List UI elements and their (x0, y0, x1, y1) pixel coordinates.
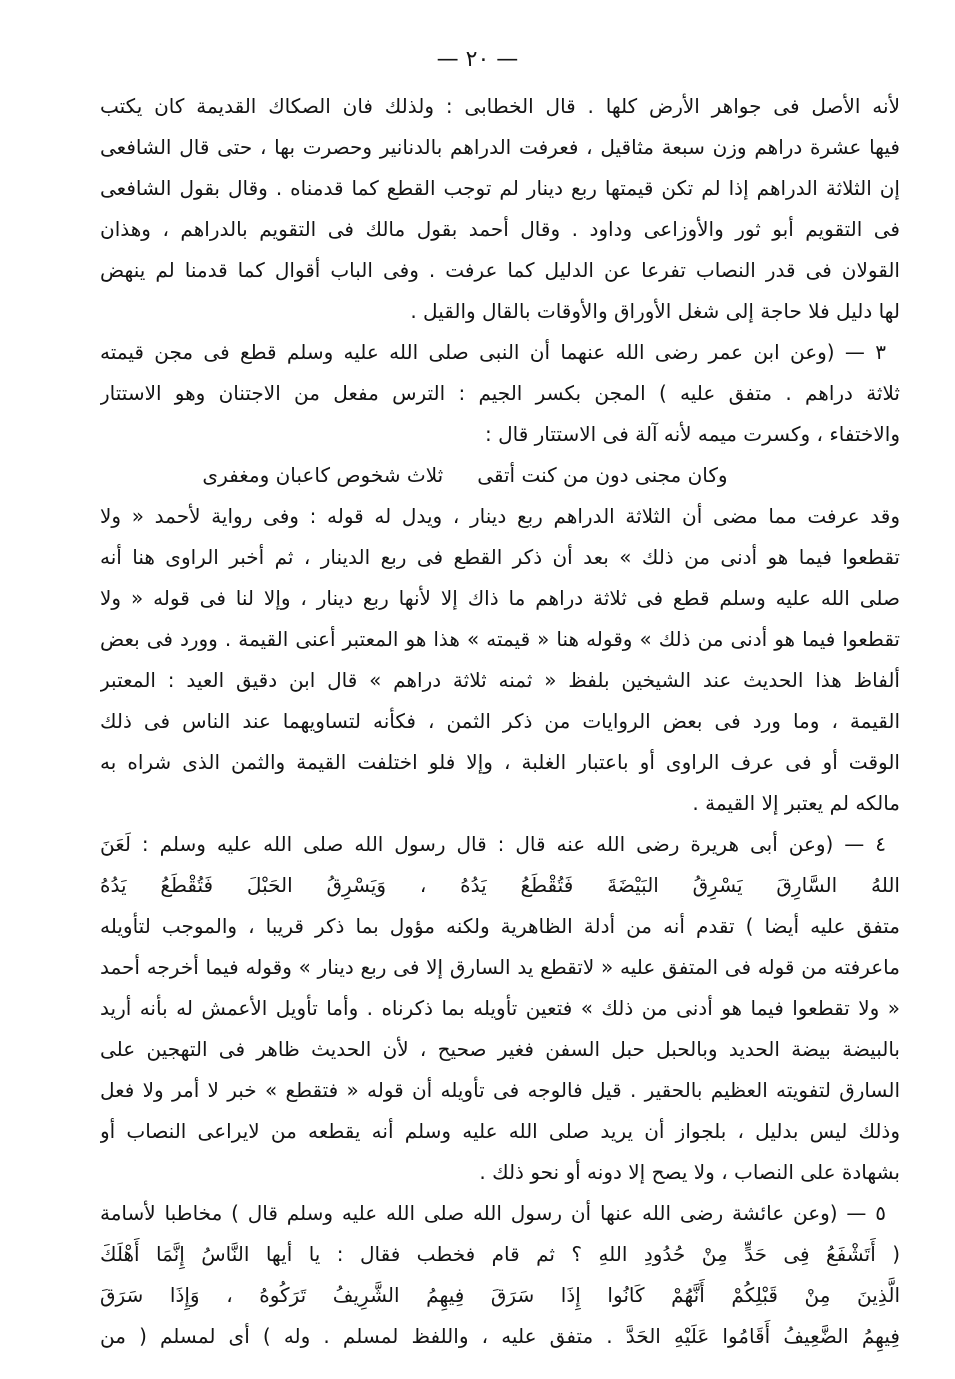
text-line: بشهادة على النصاب ، ولا يصح إلا دونه أو نحو ذلك . (479, 1160, 900, 1184)
verse-hemistich-first: وكان مجنى دون من كنت أتقى (477, 463, 728, 487)
text-line: ثلاثة دراهم . متفق عليه ) المجن بكسر الجيم : الترس مفعل من الاجتنان وهو الاستتار (100, 381, 900, 405)
text-line: السارق لتفويته العظيم بالحقير . قيل فالوجه فى تأويله أن قوله « فتقطع » خبر لا أمر ولا فعل (100, 1078, 900, 1102)
text-line: فيها عشرة دراهم وزن سبعة مثاقيل ، فعرفت الدراهم بالدنانير وحصرت بها ، حتى قال الشافعى (100, 135, 900, 159)
hadith-text-line: ( أَتَشْفَعُ فِى حَدٍّ مِنْ حُدُودِ اللهِ ؟ ثم قام فخطب فقال : يا أيها النَّاسُ إِنَّمَا أَهْلَكَ (100, 1242, 900, 1266)
text-line: تقطعوا فيما هو أدنى من ذلك » وقوله هنا « قيمته » هذا هو المعتبر أعنى القيمة . وورد فى بعض (100, 627, 900, 651)
verse-hemistich-second: ثلاث شخوص كاعبان ومغفرى (202, 463, 444, 487)
hadith-4-start-line: ٤ — (وعن أبى هريرة رضى الله عنه قال : قال رسول الله صلى الله عليه وسلم : لَعَنَ (100, 832, 886, 856)
text-line: القيمة ، وما ورد فى بعض الروايات من ذكر الثمن ، فكأنه لتساويهما عند الناس فى ذلك (100, 709, 900, 733)
hadith-5-start-line: ٥ — (وعن عائشة رضى الله عنها أن رسول الله صلى الله عليه وسلم قال ) مخاطبا لأسامة (100, 1201, 886, 1225)
text-line: صلى الله عليه وسلم قطع فى ثلاثة دراهم ما ذاك إلا لأنها ربع دينار ، وإلا لنا فى قوله « ولا (100, 586, 900, 610)
hadith-text-line: الَّذِينَ مِنْ قَبْلِكُمْ أَنَّهُمْ كَانُوا إِذَا سَرَقَ فِيهِمُ الشَّرِيفُ تَرَكُوهُ ، وَإِذَا سَرَقَ (100, 1283, 900, 1307)
text-line: لها دليل فلا حاجة إلى شغل الأوراق والأوقات بالقال والقيل . (410, 299, 900, 323)
hadith-text-line: اللهُ السَّارِقَ يَسْرِقُ البَيْضَةَ فَتُقْطَعُ يَدُهُ ، وَيَسْرِقُ الحَبْلَ فَتُقْطَعُ يَدُهُ (100, 873, 900, 897)
text-line: الوقت أو فى عرف الراوى أو باعتبار الغلبة ، وإلا فلو اختلفت القيمة والثمن الذى شراه به (100, 750, 900, 774)
text-line: تقطعوا فيما هو أدنى من ذلك » بعد أن ذكر القطع فى ربع الدينار ، ثم أخبر الراوى هنا أنه (100, 545, 900, 569)
text-line: إن الثلاثة الدراهم إذا لم تكن قيمتها ربع دينار لم توجب القطع كما قدمناه . وقال بقول الشافعى (100, 176, 900, 200)
text-line: « ولا تقطعوا فيما هو أدنى من ذلك » فتعين تأويله بما ذكرناه . وأما تأويل الأعمش له بأنه أريد (100, 996, 900, 1020)
verse-line (100, 455, 900, 496)
hadith-3-start-line: ٣ — (وعن ابن عمر رضى الله عنهما أن النبى صلى الله عليه وسلم قطع فى مجن قيمته (100, 340, 886, 364)
text-line: وذلك ليس بدليل ، بلجواز أن يريد صلى الله عليه وسلم أنه يقطعه من لايراعى النصاب أو (100, 1119, 900, 1143)
page-body-text (100, 86, 900, 1357)
text-line: بالبيضة بيضة الحديد وبالحبل حبل السفن فغير صحيح ، لأن الحديث ظاهر فى التهجين على (100, 1037, 900, 1061)
text-line: وقد عرفت مما مضى أن الثلاثة الدراهم ربع دينار ، ويدل له قوله : وفى رواية لأحمد « ولا (100, 504, 900, 528)
text-line: فى التقويم أبو ثور والأوزاعى وداود . وقال أحمد بقول مالك فى التقويم بالدراهم ، وهذان (100, 217, 900, 241)
page-number: — ٢٠ — (436, 47, 519, 72)
text-line: والاختفاء ، وكسرت ميمه لأنه آلة فى الاستتار قال : (485, 422, 900, 446)
text-line: القولان فى قدر النصاب تفرعا عن الدليل كما عرفت . وفى الباب أقوال كما قدمنا لم ينهض (100, 258, 900, 282)
text-line: لأنه الأصل فى جواهر الأرض كلها . قال الخطابى : ولذلك فان الصكاك القديمة كان يكتب (100, 94, 900, 118)
text-line: مالكه لم يعتبر إلا القيمة . (692, 791, 900, 815)
text-line: ألفاظ هذا الحديث عند الشيخين بلفظ « ثمنه ثلاثة دراهم » قال ابن دقيق العيد : المعتبر (100, 668, 900, 692)
text-line: متفق عليه أيضا ) تقدم أنه من أدلة الظاهرية ولكنه مؤول بما ذكر قريبا ، والموجب لتأويله (100, 914, 900, 938)
text-line: ماعرفته من قوله فى المتفق عليه « لاتقطع يد السارق إلا فى ربع دينار » وقوله فيما أخرجه أحمد (100, 955, 900, 979)
hadith-text-line: فِيهِمُ الضَّعِيفُ أَقَامُوا عَلَيْهِ الحَدَّ . متفق عليه ، واللفظ لمسلم . وله ) أى لمسلم ( من (100, 1324, 900, 1348)
